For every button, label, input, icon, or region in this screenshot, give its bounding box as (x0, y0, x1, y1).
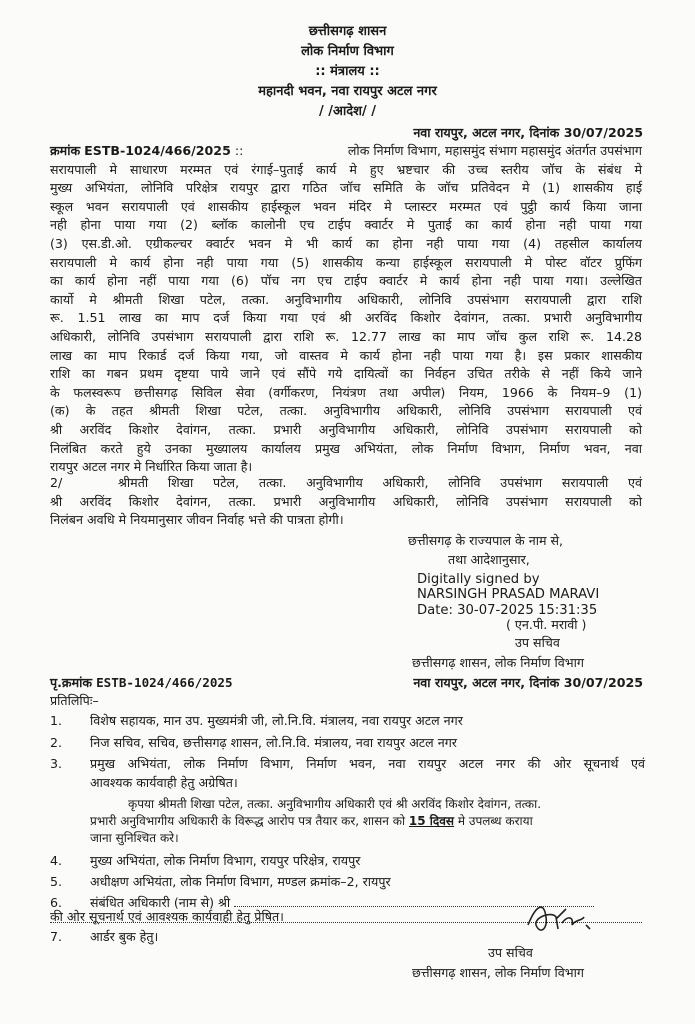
copy-item-7: 7. आर्डर बुक हेतु। (50, 929, 159, 944)
copy-item: 3. प्रमुख अभियंता, लोक निर्माण विभाग, निर्माण भवन, नवा रायपुर अटल नगर की ओर सूचनार्थ एवं (50, 756, 645, 772)
governor-line: छत्तीसगढ़ के राज्यपाल के नाम से, (408, 533, 564, 548)
para1-line: राशि का गबन प्रथम दृष्टया पाये जाने एवं सौंपे गये दायित्वों का निर्वहन उचित तरीके से नहीं किये जाने (50, 366, 642, 382)
para1-line: सरायपाली मे साधारण मरम्मत एवं रंगाई–पुताई कार्य मे हुए भ्रष्टचार की उच्च स्तरीय जॉच के संबंध मे (50, 161, 642, 177)
endorsement-number-line (50, 674, 233, 693)
order-heading: / /आदेश/ / (318, 104, 377, 119)
para2-line: श्रीमती शिखा पटेल, तत्का. अनुविभागीय अधिकारी, लोनिवि उपसंभाग सरायपाली एवं (118, 475, 642, 490)
para1-line: नही होना पाया गया (2) ब्लॉक कालोनी एच टाईप क्वार्टर मे पुताई का कार्य होना नही पाया गया (50, 217, 642, 233)
signer-office-2: छत्तीसगढ़ शासन, लोक निर्माण विभाग (412, 965, 584, 980)
copy-item: 4. मुख्य अभियंता, लोक निर्माण विभाग, रायपुर परिक्षेत्र, रायपुर (50, 853, 361, 869)
charge-sheet-note: कृपया श्रीमती शिखा पटेल, तत्का. अनुविभागीय अधिकारी एवं श्री अरविंद किशोर देवांगन, तत्का. प्रभारी अनुविभागीय अधिकारी के विरूद्ध आरोप पत्र तैयार कर, शासन को 15 दिवस मे उपलब्ध कराया जाना सुनिश्चित करे। (90, 797, 542, 846)
para1-line: लाख का माप रिकार्ड दर्ज किया गया, जो वास्तव मे कार्य होना नही पाया गया है। इस प्रकार शासकीय (50, 347, 642, 363)
para1-line: स्कूल भवन सरायपाली एवं शासकीय हाईस्कूल भवन मंदिर मे प्लास्टर मरम्मत एवं पुट्ठी कार्य किया जाना (50, 198, 642, 214)
para1-line: (3) एस.डी.ओ. एग्रीकल्चर क्वार्टर भवन मे भी कार्य का होना नही पाया गया (4) तहसील कार्यालय (50, 235, 642, 251)
ministry-name: :: मंत्रालय :: (315, 64, 380, 79)
letterhead (0, 22, 695, 122)
government-name: छत्तीसगढ़ शासन (308, 24, 387, 39)
forwarded-line: की ओर सूचनार्थ एवं आवश्यक कार्यवाही हेतु प्रेषित। (50, 909, 284, 924)
para1-line: का कार्य होना नहीं पाया गया (6) पॉच नग एच टाईप क्वार्टर मे कार्य होना नही पाया गया। उल्लेखित (50, 273, 642, 289)
order-paragraph-2 (50, 474, 642, 530)
para2-line: निलंबन अवधि मे नियमानुसार जीवन निर्वाह भत्ते की पात्रता होगी। (50, 512, 344, 528)
copy-item: 1. विशेष सहायक, मान उप. मुख्यमंत्री जी, लो.नि.वि. मंत्रालय, नवा रायपुर अटल नगर (50, 713, 463, 728)
digital-sign-date: Date: 30-07-2025 15:31:35 (417, 602, 598, 618)
signature-block-1 (408, 532, 658, 569)
para2-number: 2/ (50, 475, 63, 490)
para1-line: कार्यो मे श्रीमती शिखा पटेल, तत्का. अनुविभागीय अधिकारी, लोनिवि उपसंभाग सरायपाली द्वारा राशि (50, 291, 642, 307)
signer-designation-2: उप सचिव (488, 945, 533, 960)
copy-item-continued: आवश्यक कार्यवाही हेतु अग्रेषित। (90, 774, 238, 790)
endorsement-label: पृ.क्रमांक (50, 675, 93, 690)
digital-signature (417, 572, 657, 618)
signer-name: ( एन.पी. मरावी ) (506, 617, 587, 632)
digital-signed-by: Digitally signed by (417, 572, 540, 587)
order-line: तथा आदेशानुसार, (448, 551, 530, 567)
endorsement-place-date: नवा रायपुर, अटल नगर, दिनांक 30/07/2025 (413, 675, 643, 690)
para1-line: रायपुर अटल नगर मे निर्धारित किया जाता है। (50, 459, 253, 475)
para1-lines (50, 161, 642, 477)
para1-line: श्री अरविंद किशोर देवांगन, तत्का. प्रभारी अनुविभागीय अधिकारी, लोनिवि उपसंभाग सरायपाली को (50, 421, 642, 437)
department-name: लोक निर्माण विभाग (301, 44, 394, 59)
copy-list (50, 712, 645, 923)
para1-line: सरायपाली मे कार्य होना नही पाया गया (5) शासकीय कन्या हाईस्कूल सरायपाली मे पोस्ट वॉटर प्रुफिंग (50, 254, 642, 270)
para1-line: (क) के तहत श्रीमती शिखा पटेल, तत्का. अनुविभागीय अधिकारी, लोनिवि उपसंभाग सरायपाली एवं (50, 403, 642, 419)
order-number-label: क्रमांक (50, 143, 81, 158)
order-paragraph-1 (50, 142, 642, 477)
para1-line: के फलस्वरूप छत्तीसगढ़ सिविल सेवा (वर्गीकरण, नियंत्रण तथा अपील) नियम, 1966 के नियम–9 (1) (50, 384, 642, 400)
digital-signer-name: NARSINGH PRASAD MARAVI (417, 587, 600, 603)
para1-line: मुख्य अभियंता, लोनिवि परिक्षेत्र रायपुर द्वारा गठित जॉच समिति के जॉच प्रतिवेदन मे (1) शासकीय हाई (50, 180, 642, 196)
para1-line: अधिकारी, लोनिवि उपसंभाग सरायपाली द्वारा राशि रू. 12.77 लाख का माप जॉच कुल राशि रू. 14.28 (50, 328, 642, 344)
copy-to-label: प्रतिलिपिः– (50, 693, 99, 708)
copy-item: 5. अधीक्षण अभियंता, लोक निर्माण विभाग, मण्डल क्रमांक–2, रायपुर (50, 873, 391, 889)
signer-designation: उप सचिव (515, 635, 560, 650)
copy-item: 6. संबंधित अधिकारी (नाम से) श्री (50, 894, 645, 913)
para1-line: निलंबित करते हुये उनका मुख्यालय कार्यालय प्रमुख अभियंता, लोक निर्माण विभाग, निर्माण भवन, नवा (50, 440, 642, 456)
para1-line: रू. 1.51 लाख का माप दर्ज किया गया एवं श्री अरविंद किशोर देवांगन, तत्का. प्रभारी अनुविभागीय (50, 310, 642, 326)
endorsement-number: ESTB-1024/466/2025 (96, 675, 233, 690)
office-address: महानदी भवन, नवा रायपुर अटल नगर (258, 84, 437, 99)
para1-line: लोक निर्माण विभाग, महासमुंद संभाग महासमुंद अंतर्गत उपसंभाग (347, 143, 642, 158)
copy-item: 2. निज सचिव, सचिव, छत्तीसगढ़ शासन, लो.नि.वि. मंत्रालय, नवा रायपुर अटल नगर (50, 734, 457, 750)
handwritten-signature (522, 895, 602, 945)
para1-first-line: क्रमांक ESTB-1024/466/2025 :: लोक निर्माण विभाग, महासमुंद संभाग महासमुंद अंतर्गत उपसंभाग (50, 142, 642, 161)
deadline-days: 15 दिवस (408, 814, 455, 829)
order-number: ESTB-1024/466/2025 (84, 143, 231, 158)
order-place-date: नवा रायपुर, अटल नगर, दिनांक 30/07/2025 (413, 125, 643, 140)
signer-office: छत्तीसगढ़ शासन, लोक निर्माण विभाग (412, 655, 584, 670)
para2-line: श्री अरविंद किशोर देवांगन, तत्का. प्रभारी अनुविभागीय अधिकारी, लोनिवि उपसंभाग सरायपाली को (50, 493, 642, 509)
